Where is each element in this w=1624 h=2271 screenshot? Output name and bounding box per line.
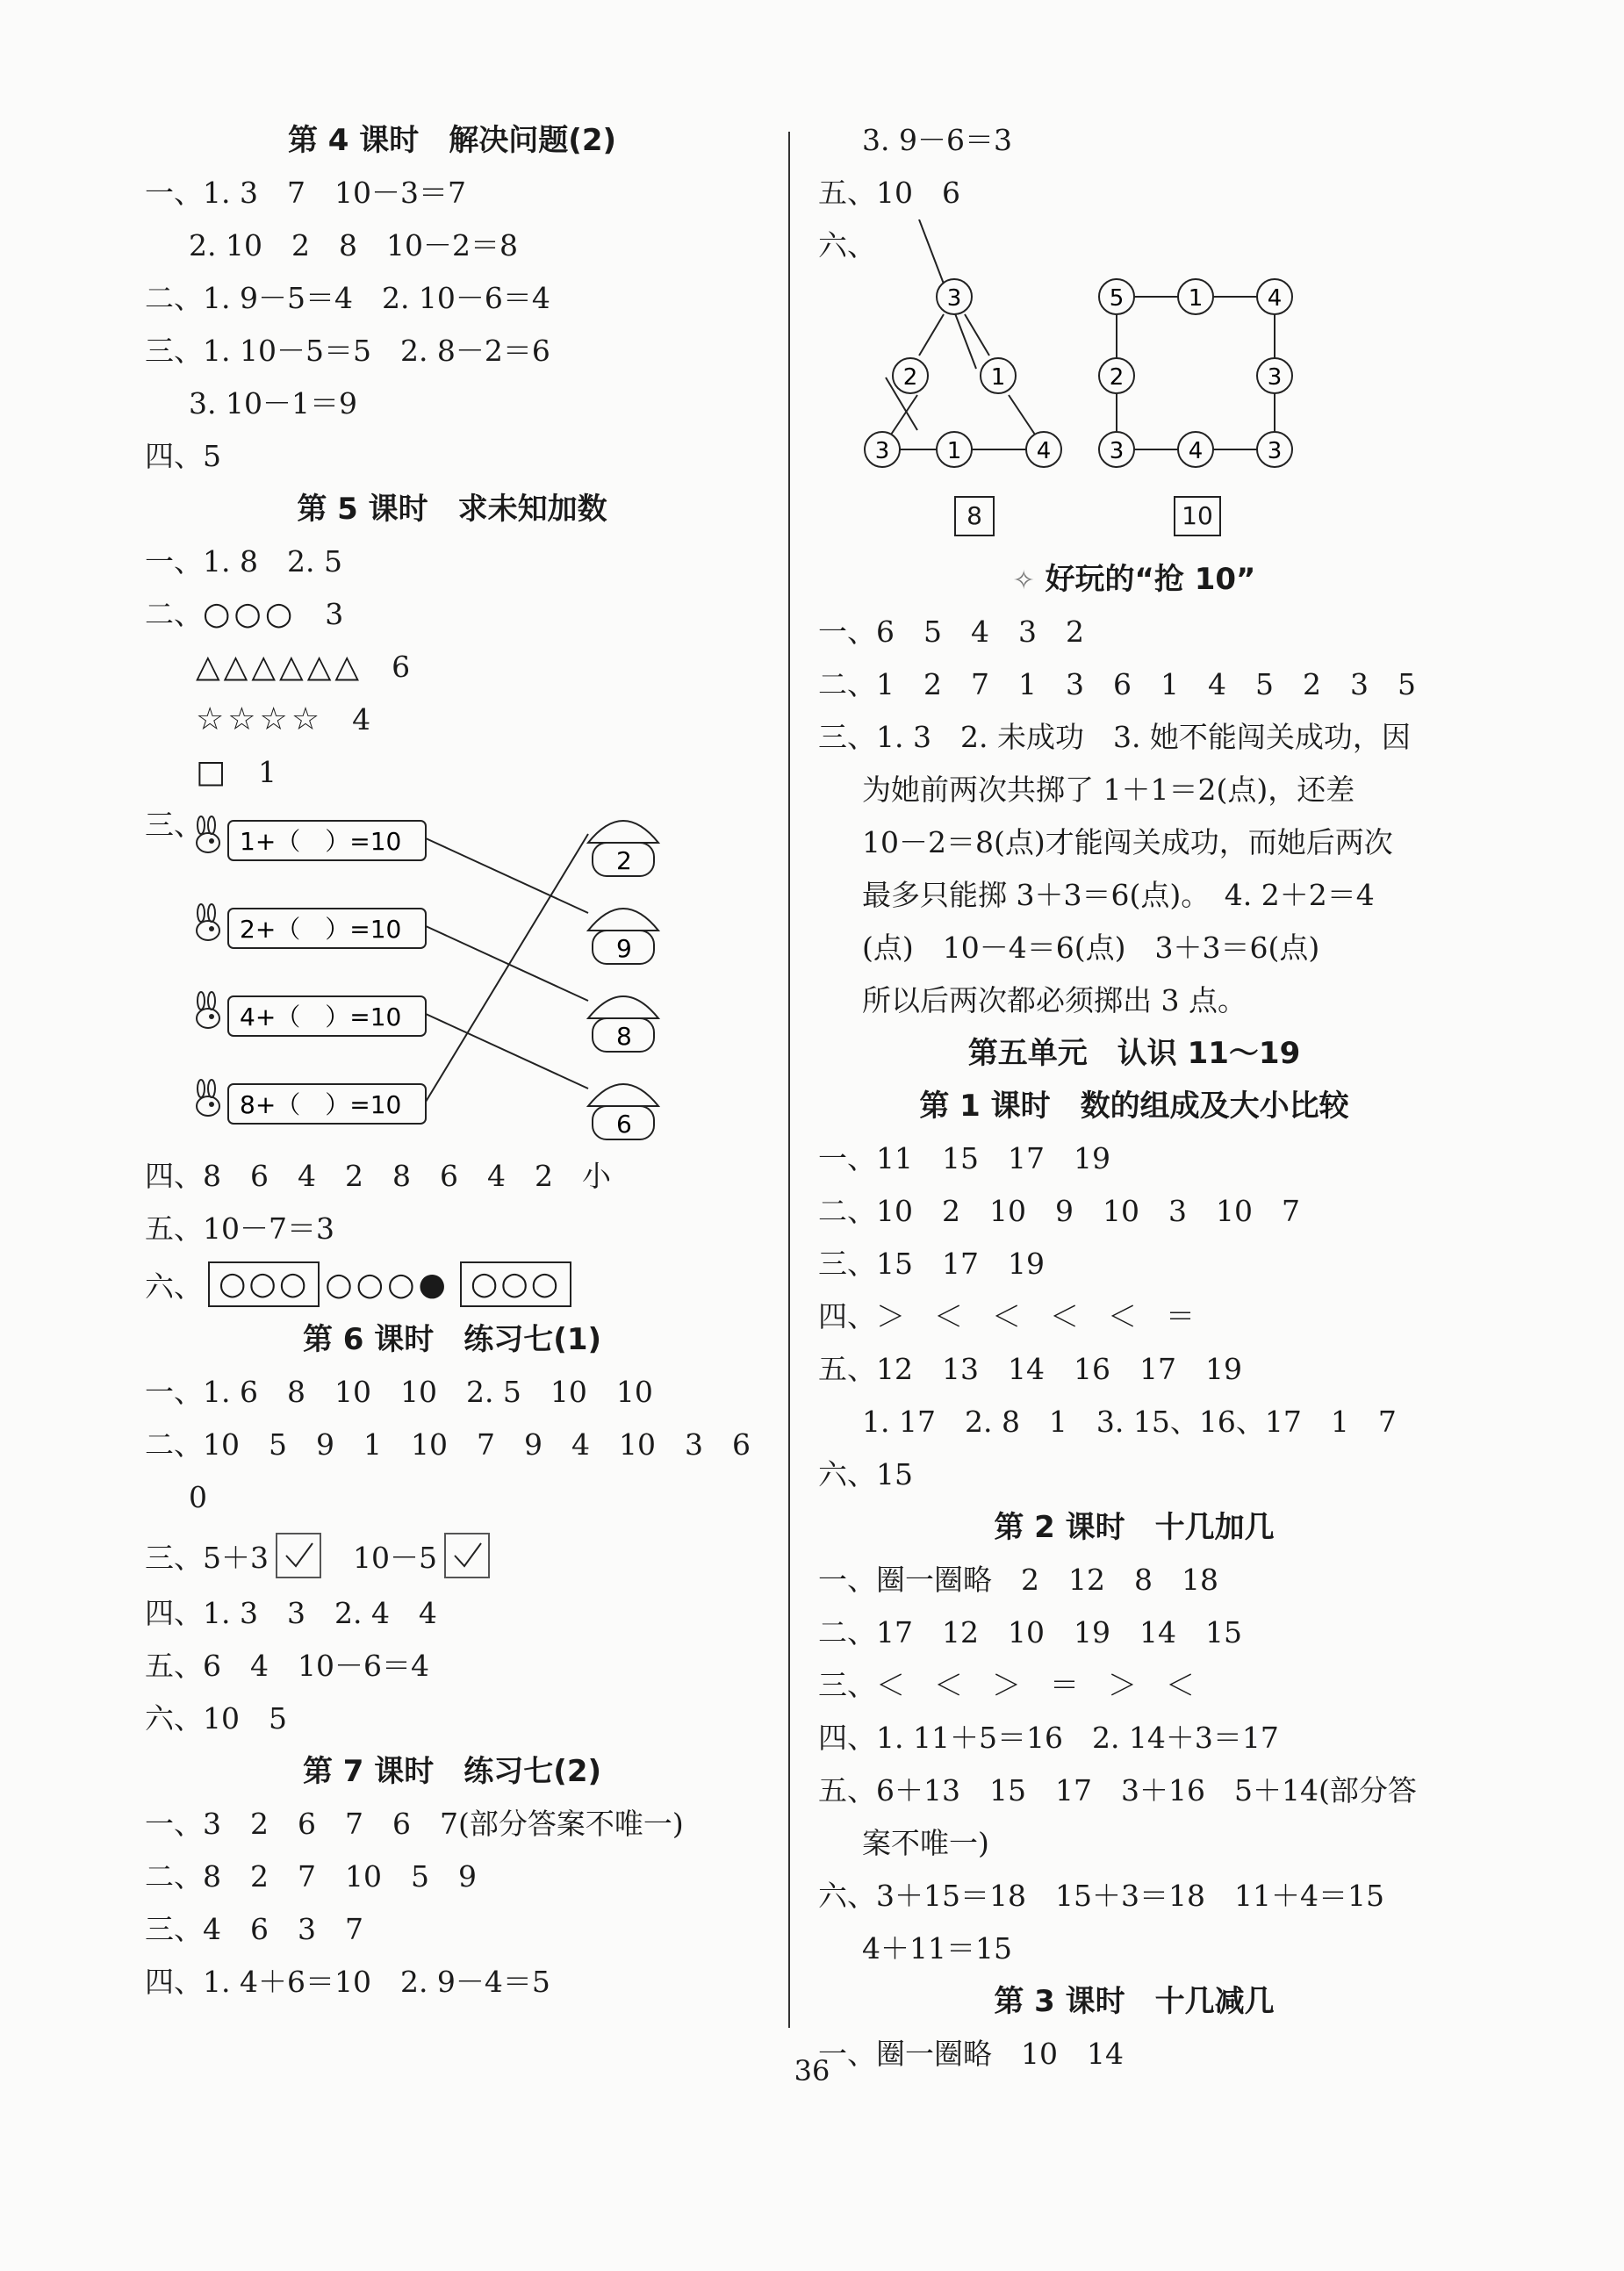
q2-row	[145, 694, 759, 746]
svg-text:4: 4	[1036, 438, 1052, 464]
triangle-sum-box: 8	[954, 496, 995, 536]
answer-line: 五、6＋13 15 17 3＋16 5＋14(部分答	[818, 1773, 1417, 1807]
answer-line: 三、1. 3 2. 未成功 3. 她不能闯关成功，因	[818, 720, 1411, 754]
answer-line: 4＋11＝15	[862, 1931, 1012, 1966]
equation-text: 4+（ ）=10	[240, 1003, 402, 1031]
square-node	[1257, 432, 1292, 467]
answer-line: 四、1. 4＋6＝10 2. 9－4＝5	[145, 1965, 550, 1999]
answer-line: 二、10 2 10 9 10 3 10 7	[818, 1194, 1300, 1228]
answer-line: 案不唯一)	[862, 1826, 989, 1860]
unit5-lesson1-title: 第 1 课时 数的组成及大小比较	[919, 1089, 1349, 1124]
svg-text:3: 3	[1109, 438, 1125, 464]
q2-row	[145, 588, 759, 641]
edge	[919, 314, 944, 356]
q2-row	[145, 641, 759, 694]
answer-line: 五、10－7＝3	[145, 1211, 334, 1246]
square-node	[1099, 432, 1134, 467]
answer-line: 一、6 5 4 3 2	[818, 614, 1084, 649]
answer-line: 四、＞ ＜ ＜ ＜ ＜ ＝	[818, 1299, 1195, 1333]
equation-text: 1+（ ）=10	[240, 827, 402, 856]
triangle-node	[981, 358, 1016, 393]
unit5-title: 第五单元 认识 11～19	[967, 1036, 1301, 1071]
count: 1	[258, 755, 277, 789]
answer-line: 为她前两次共掷了 1＋1＝2(点)，还差	[862, 773, 1355, 807]
square-node	[1178, 279, 1213, 314]
triangle-node	[937, 432, 972, 467]
svg-text:4: 4	[1188, 438, 1204, 464]
edge	[1009, 395, 1035, 435]
answer-line: 二、8 2 7 10 5 9	[145, 1859, 477, 1894]
svg-text:3: 3	[874, 438, 890, 464]
square-node	[1099, 279, 1134, 314]
triangle-node	[1026, 432, 1061, 467]
triangle-symbols: △△△△△△	[196, 649, 363, 685]
answer-line: 1. 17 2. 8 1 3. 15、16、17 1 7	[862, 1405, 1397, 1439]
checkmark-icon	[277, 1534, 320, 1577]
answer-line: 最多只能掷 3＋3＝6(点)。 4. 2＋2＝4	[862, 878, 1375, 912]
count: 4	[352, 702, 371, 737]
answer-line: 五、12 13 14 16 17 19	[818, 1352, 1242, 1386]
lesson4-title: 第 4 课时 解决问题(2)	[287, 123, 617, 158]
q3-label: 三、	[145, 1540, 203, 1575]
q3-label: 三、	[145, 808, 203, 842]
circle-symbols: ○○○	[203, 596, 297, 632]
equation-text: 8+（ ）=10	[240, 1090, 402, 1119]
number-puzzle-diagram	[818, 219, 1450, 492]
answer-line: 二、10 5 9 1 10 7 9 4 10 3 6	[145, 1427, 751, 1462]
mushroom-3	[588, 996, 658, 1052]
answer-line: 六、15	[818, 1457, 913, 1491]
square-node	[1178, 432, 1213, 467]
square-node	[1257, 358, 1292, 393]
lesson6-title: 第 6 课时 练习七(1)	[302, 1322, 602, 1357]
unit5-lesson2-title: 第 2 课时 十几加几	[994, 1510, 1275, 1545]
answer-line: 一、11 15 17 19	[818, 1141, 1110, 1175]
lesson5-title: 第 5 课时 求未知加数	[297, 492, 607, 527]
rabbit-icon	[197, 833, 219, 852]
game-title	[818, 553, 1450, 606]
match-line	[426, 926, 588, 1001]
mushroom-icon	[588, 909, 658, 931]
answer-line: 2. 10 2 8 10－2＝8	[189, 228, 518, 262]
answer-line: 一、1. 8 2. 5	[145, 544, 342, 579]
check-box	[276, 1533, 321, 1578]
answer-line: 三、＜ ＜ ＞ ＝ ＞ ＜	[818, 1668, 1195, 1702]
answer-line: 四、5	[145, 439, 221, 473]
mushroom-icon	[588, 996, 658, 1018]
rabbit-equation-3	[197, 992, 426, 1036]
column-divider	[788, 132, 790, 2028]
matching-svg	[189, 799, 715, 1150]
q6-row	[145, 1255, 759, 1313]
svg-text:3: 3	[1267, 438, 1283, 464]
mushroom-icon	[588, 1084, 658, 1106]
q6-label: 六、	[145, 1268, 203, 1304]
q6-middle: ○○○●	[325, 1266, 449, 1303]
answer-line: 一、1. 3 7 10－3＝7	[145, 176, 466, 210]
equation-text: 2+（ ）=10	[240, 915, 402, 944]
diamond-icon: ✧	[1012, 565, 1035, 596]
count: 3	[325, 597, 344, 631]
answer-line: 五、6 4 10－6＝4	[145, 1649, 429, 1683]
check-box	[444, 1533, 490, 1578]
page-number: 36	[794, 2054, 830, 2088]
svg-text:3: 3	[946, 285, 962, 312]
answer-line: 一、圈一圈略 10 14	[818, 2037, 1124, 2071]
answer-line: 二、1. 9－5＝4 2. 10－6＝4	[145, 281, 550, 315]
answer-line: 0	[189, 1480, 207, 1514]
triangle-node	[865, 432, 900, 467]
answer-line: 五、10 6	[818, 176, 960, 210]
square-node	[1257, 279, 1292, 314]
answer-line: 三、4 6 3 7	[145, 1912, 363, 1946]
mushroom-1	[588, 821, 658, 876]
rabbit-icon	[197, 1009, 219, 1028]
mushroom-2	[588, 909, 658, 964]
q2-label: 二、	[145, 597, 203, 631]
star-symbols: ☆☆☆☆	[196, 701, 324, 737]
rabbit-equation-4	[197, 1080, 426, 1124]
mushroom-number: 9	[616, 934, 632, 963]
lesson7-title: 第 7 课时 练习七(2)	[302, 1754, 602, 1789]
edge	[891, 395, 917, 435]
mushroom-number: 2	[616, 846, 632, 875]
q6-label: 六、	[818, 228, 876, 262]
answer-line: (点) 10－4＝6(点) 3＋3＝6(点)	[862, 931, 1320, 965]
count: 6	[392, 650, 411, 684]
q3-check-row	[145, 1524, 759, 1587]
svg-text:3: 3	[1267, 364, 1283, 391]
q6-box-1: ○○○	[208, 1261, 320, 1307]
svg-text:1: 1	[990, 364, 1006, 391]
answer-line: 二、1 2 7 1 3 6 1 4 5 2 3 5	[818, 667, 1416, 701]
svg-text:1: 1	[946, 438, 962, 464]
mushroom-number: 6	[616, 1110, 632, 1139]
answer-line: 10－2＝8(点)才能闯关成功，而她后两次	[862, 825, 1393, 859]
answer-line: 三、15 17 19	[818, 1247, 1045, 1281]
answer-line: 3. 10－1＝9	[189, 386, 357, 420]
answer-line: 四、1. 3 3 2. 4 4	[145, 1596, 437, 1630]
square-node	[1099, 358, 1134, 393]
q2-row	[145, 746, 759, 799]
mushroom-icon	[588, 821, 658, 843]
match-line	[426, 1014, 588, 1089]
q3-expr-b: 10－5	[353, 1540, 437, 1575]
q6-box-2: ○○○	[460, 1261, 571, 1307]
svg-text:4: 4	[1267, 285, 1283, 312]
svg-text:1: 1	[1188, 285, 1204, 312]
match-line	[426, 834, 588, 1102]
rabbit-equation-2	[197, 904, 426, 948]
answer-line: 四、8 6 4 2 8 6 4 2 小	[145, 1159, 611, 1193]
triangle-node	[937, 279, 972, 314]
answer-line: 一、1. 6 8 10 10 2. 5 10 10	[145, 1375, 653, 1409]
q3-expr-a: 5＋3	[203, 1540, 269, 1575]
game-title-text: 好玩的“抢 10”	[1045, 562, 1256, 597]
answer-line: 二、17 12 10 19 14 15	[818, 1615, 1242, 1649]
right-column	[818, 114, 1450, 2081]
mushroom-4	[588, 1084, 658, 1139]
answer-line: 三、1. 10－5＝5 2. 8－2＝6	[145, 334, 550, 368]
svg-text:5: 5	[1109, 285, 1125, 312]
square-symbols: □	[196, 754, 230, 790]
square-sum-box: 10	[1174, 496, 1221, 536]
answer-line: 六、3＋15＝18 15＋3＝18 11＋4＝15	[818, 1879, 1384, 1913]
svg-text:2: 2	[1109, 364, 1125, 391]
rabbit-icon	[197, 921, 219, 940]
sum-boxes-row	[818, 492, 1450, 553]
answer-line: 所以后两次都必须掷出 3 点。	[862, 983, 1247, 1017]
answer-line: 一、圈一圈略 2 12 8 18	[818, 1563, 1218, 1597]
answer-line: 一、3 2 6 7 6 7(部分答案不唯一)	[145, 1807, 684, 1841]
left-column	[145, 114, 759, 2009]
unit5-lesson3-title: 第 3 课时 十几减几	[994, 1984, 1275, 2019]
triangle-node	[893, 358, 928, 393]
mushroom-number: 8	[616, 1022, 632, 1051]
answer-line: 四、1. 11＋5＝16 2. 14＋3＝17	[818, 1721, 1279, 1755]
svg-text:2: 2	[902, 364, 918, 391]
puzzle-svg	[862, 219, 1424, 492]
rabbit-equation-1	[197, 816, 426, 860]
rabbit-icon	[197, 1096, 219, 1116]
answer-line: 3. 9－6＝3	[862, 123, 1012, 157]
matching-diagram	[145, 799, 759, 1150]
checkmark-icon	[446, 1534, 488, 1577]
answer-line: 六、10 5	[145, 1701, 287, 1736]
